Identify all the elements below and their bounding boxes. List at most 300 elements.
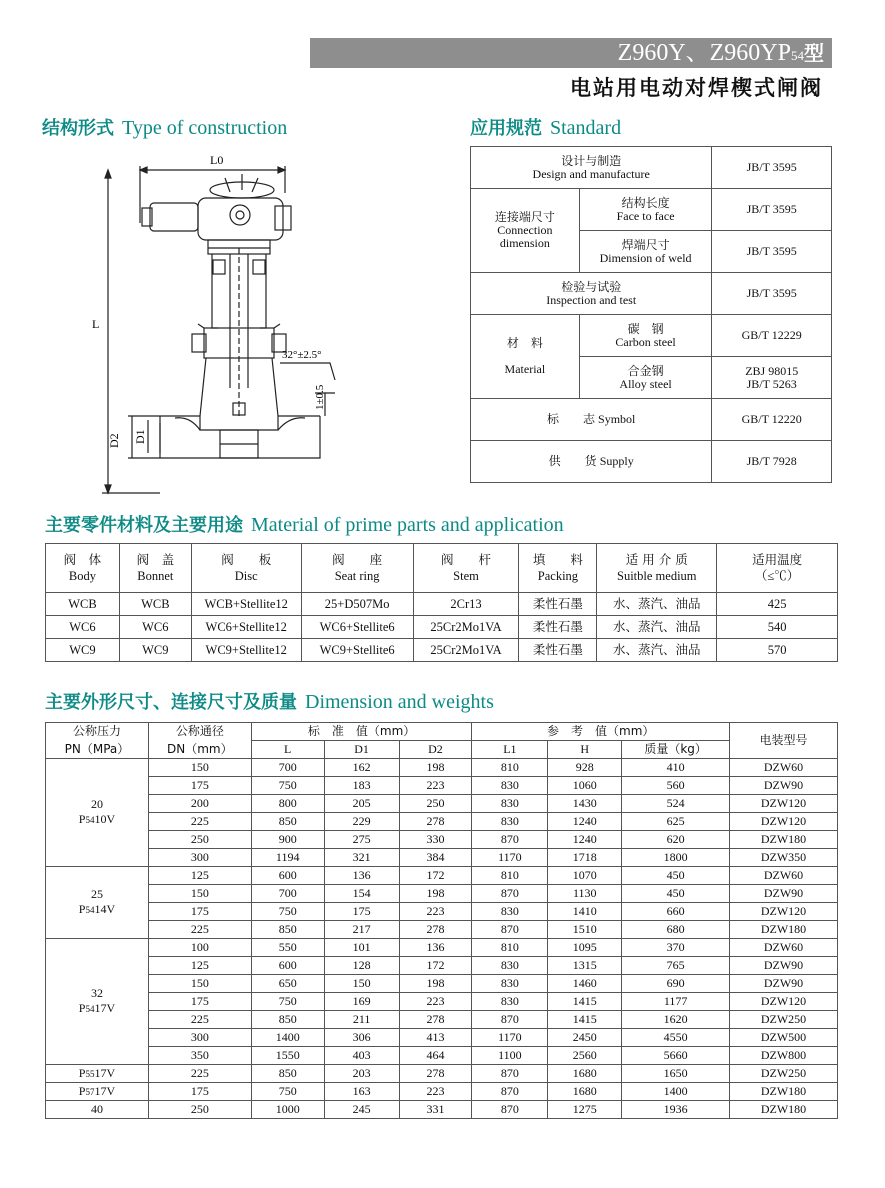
- materials-header-cell: [301, 544, 413, 593]
- dimensions-heading-en: Dimension and weights: [305, 691, 494, 713]
- dimension-cell: DZW180: [730, 831, 838, 849]
- symbol-label-en: Symbol: [598, 412, 636, 426]
- materials-header-cn: 适 用 介 质: [625, 552, 688, 567]
- supply-cell: [471, 441, 712, 483]
- table-row: [46, 1083, 838, 1101]
- dimension-cell: 1240: [548, 831, 622, 849]
- connection-label-en2: dimension: [499, 236, 550, 250]
- ps-subscript: 54: [85, 1004, 95, 1014]
- dimension-cell: 928: [548, 759, 622, 777]
- valve-drawing: [80, 148, 450, 503]
- dimensions-header-row: [46, 723, 838, 741]
- table-row: [46, 759, 838, 777]
- dimension-cell: 750: [251, 777, 324, 795]
- dimension-cell: 690: [622, 975, 730, 993]
- weld-label-cn: 焊端尺寸: [621, 237, 670, 252]
- dimension-cell: 223: [399, 1083, 472, 1101]
- model-name: Z960Y、Z960YP: [617, 40, 791, 66]
- dimension-cell: 306: [324, 1029, 399, 1047]
- construction-heading-en: Type of construction: [122, 117, 288, 139]
- materials-cell: WC6: [119, 616, 191, 639]
- dimension-cell: 403: [324, 1047, 399, 1065]
- dimension-cell: 100: [148, 939, 251, 957]
- ref-value-header: 参 考 值（mm）: [472, 723, 730, 741]
- dimension-cell: 1000: [251, 1101, 324, 1119]
- ps-subscript: 57: [85, 1086, 95, 1097]
- dimension-cell: DZW120: [730, 795, 838, 813]
- dimension-cell: DZW90: [730, 777, 838, 795]
- dimension-cell: 625: [622, 813, 730, 831]
- materials-cell: 25Cr2Mo1VA: [413, 616, 519, 639]
- alloy-label-en: Alloy steel: [619, 376, 672, 391]
- materials-cell: WCB: [46, 593, 120, 616]
- ps-suffix: 14V: [94, 902, 116, 916]
- table-row: [471, 147, 832, 189]
- dimension-cell: 1680: [548, 1083, 622, 1101]
- dim-D1: D1: [133, 429, 147, 444]
- pressure-class-cell: [46, 939, 149, 1065]
- table-row: [46, 593, 838, 616]
- dimension-cell: 1936: [622, 1101, 730, 1119]
- dimension-cell: 101: [324, 939, 399, 957]
- dimension-cell: 1650: [622, 1065, 730, 1083]
- dimension-cell: DZW90: [730, 975, 838, 993]
- dimension-cell: 183: [324, 777, 399, 795]
- dimension-cell: 300: [148, 849, 251, 867]
- dimension-cell: 1177: [622, 993, 730, 1011]
- dimension-cell: 211: [324, 1011, 399, 1029]
- dimension-cell: DZW250: [730, 1065, 838, 1083]
- design-value: JB/T 3595: [712, 147, 832, 189]
- dimension-cell: 1315: [548, 957, 622, 975]
- table-row: [46, 1029, 838, 1047]
- H-header: H: [548, 741, 622, 759]
- dimension-cell: 5660: [622, 1047, 730, 1065]
- dimension-cell: 660: [622, 903, 730, 921]
- actuator-header: 电装型号: [730, 723, 838, 759]
- table-row: [46, 993, 838, 1011]
- dimension-cell: DZW500: [730, 1029, 838, 1047]
- materials-header-en: Bonnet: [137, 569, 174, 583]
- pn-unit-header: PN（MPa）: [46, 741, 149, 759]
- materials-cell: WC9: [46, 639, 120, 662]
- alloy-cell: [579, 357, 712, 399]
- standard-table: [470, 146, 832, 483]
- dimension-cell: 765: [622, 957, 730, 975]
- table-row: [46, 975, 838, 993]
- dimension-cell: 163: [324, 1083, 399, 1101]
- dimension-cell: 870: [472, 1083, 548, 1101]
- materials-cell: WC9+Stellite12: [191, 639, 301, 662]
- ps-subscript: 55: [85, 1068, 95, 1079]
- dimension-cell: 1680: [548, 1065, 622, 1083]
- dimension-cell: 384: [399, 849, 472, 867]
- materials-header-en: Suitble medium: [617, 569, 697, 583]
- materials-cell: 25Cr2Mo1VA: [413, 639, 519, 662]
- materials-header-cn: 阀 体: [63, 552, 102, 567]
- dimension-cell: DZW800: [730, 1047, 838, 1065]
- table-row: [46, 867, 838, 885]
- dimension-cell: 225: [148, 921, 251, 939]
- table-row: [46, 831, 838, 849]
- dimension-cell: 150: [324, 975, 399, 993]
- table-row: [46, 813, 838, 831]
- dimension-cell: 1060: [548, 777, 622, 795]
- dimension-cell: 410: [622, 759, 730, 777]
- dimension-cell: 700: [251, 885, 324, 903]
- std-value-header: 标 准 值（mm）: [251, 723, 472, 741]
- dimension-cell: 172: [399, 957, 472, 975]
- weight-header: 质量（kg）: [622, 741, 730, 759]
- materials-cell: 425: [717, 593, 838, 616]
- dimension-cell: 830: [472, 993, 548, 1011]
- dimension-cell: 223: [399, 903, 472, 921]
- ps-prefix: P: [78, 812, 86, 826]
- pressure-class-cell: [46, 1083, 149, 1101]
- dimension-cell: 620: [622, 831, 730, 849]
- materials-header-en: （≤℃）: [754, 569, 800, 583]
- dimension-cell: DZW180: [730, 1101, 838, 1119]
- dimension-cell: 870: [472, 885, 548, 903]
- materials-table: [45, 543, 838, 662]
- construction-heading: [42, 114, 287, 140]
- materials-cell: 柔性石墨: [519, 639, 597, 662]
- dim-angle: 32°±2.5°: [282, 349, 322, 361]
- dimension-cell: 680: [622, 921, 730, 939]
- ps-prefix: P: [78, 1001, 86, 1015]
- dimension-cell: 205: [324, 795, 399, 813]
- dimension-cell: 1800: [622, 849, 730, 867]
- materials-cell: 水、蒸汽、油品: [597, 593, 717, 616]
- dimension-cell: 1718: [548, 849, 622, 867]
- table-row: [46, 1101, 838, 1119]
- dimension-cell: 1415: [548, 993, 622, 1011]
- ps-suffix: 17V: [94, 1065, 116, 1080]
- dimension-cell: 550: [251, 939, 324, 957]
- dimension-cell: 330: [399, 831, 472, 849]
- ps-prefix: P: [78, 1065, 86, 1080]
- pn-value: 20: [90, 797, 103, 811]
- dimension-cell: 1095: [548, 939, 622, 957]
- dimension-cell: 225: [148, 1011, 251, 1029]
- dimension-cell: 175: [324, 903, 399, 921]
- ps-subscript: 54: [85, 815, 95, 825]
- dimension-cell: 650: [251, 975, 324, 993]
- dimension-cell: 1100: [472, 1047, 548, 1065]
- dimension-cell: DZW90: [730, 885, 838, 903]
- symbol-label-cn: 标 志: [547, 412, 596, 426]
- construction-heading-cn: 结构形式: [42, 118, 114, 139]
- carbon-label-en: Carbon steel: [615, 334, 676, 349]
- ps-subscript: 54: [85, 905, 95, 915]
- pn-value: 25: [90, 887, 103, 901]
- dimension-cell: 850: [251, 1065, 324, 1083]
- inspection-value: JB/T 3595: [712, 273, 832, 315]
- dimension-cell: 560: [622, 777, 730, 795]
- design-label-en: Design and manufacture: [532, 166, 650, 181]
- materials-header-cell: [46, 544, 120, 593]
- materials-cell: 570: [717, 639, 838, 662]
- dimension-cell: 1400: [251, 1029, 324, 1047]
- table-row: [46, 616, 838, 639]
- materials-header-cn: 阀 座: [332, 552, 383, 567]
- materials-header-cn: 阀 盖: [136, 552, 175, 567]
- dimension-cell: DZW120: [730, 813, 838, 831]
- dimension-cell: 150: [148, 975, 251, 993]
- dimension-cell: 331: [399, 1101, 472, 1119]
- dimension-cell: 830: [472, 975, 548, 993]
- materials-header-row: [46, 544, 838, 593]
- table-row: [46, 777, 838, 795]
- dim-L0: L0: [210, 153, 224, 167]
- L-header: L: [251, 741, 324, 759]
- design-cell: [471, 147, 712, 189]
- page-title: 电站用电动对焊楔式闸阀: [570, 76, 823, 100]
- dimension-cell: 750: [251, 1083, 324, 1101]
- materials-cell: 柔性石墨: [519, 616, 597, 639]
- dimension-cell: 198: [399, 759, 472, 777]
- dimension-cell: 321: [324, 849, 399, 867]
- dimension-cell: 125: [148, 867, 251, 885]
- ps-suffix: 17V: [94, 1083, 116, 1098]
- materials-cell: WC9+Stellite6: [301, 639, 413, 662]
- table-row: [46, 939, 838, 957]
- dimension-cell: 154: [324, 885, 399, 903]
- dimension-cell: 870: [472, 1065, 548, 1083]
- materials-cell: 柔性石墨: [519, 593, 597, 616]
- weld-cell: [579, 231, 712, 273]
- materials-cell: 25+D507Mo: [301, 593, 413, 616]
- supply-label-cn: 供 货: [548, 454, 597, 468]
- table-row: [46, 957, 838, 975]
- materials-cell: WC6: [46, 616, 120, 639]
- materials-header-cell: [597, 544, 717, 593]
- table-row: [46, 795, 838, 813]
- dim-D2: D2: [107, 433, 121, 448]
- dimension-cell: 900: [251, 831, 324, 849]
- dimension-cell: 223: [399, 777, 472, 795]
- dimension-cell: 1550: [251, 1047, 324, 1065]
- dimension-cell: 250: [148, 1101, 251, 1119]
- table-row: [46, 1047, 838, 1065]
- materials-header-en: Seat ring: [334, 569, 380, 583]
- carbon-cell: [579, 315, 712, 357]
- symbol-cell: [471, 399, 712, 441]
- table-row: [46, 1011, 838, 1029]
- materials-header-cell: [413, 544, 519, 593]
- weld-label-en: Dimension of weld: [599, 250, 692, 265]
- material-label-cn: 材 料: [506, 336, 543, 350]
- table-row: [46, 921, 838, 939]
- materials-header-cn: 适用温度: [752, 552, 803, 567]
- pressure-class-cell: [46, 759, 149, 867]
- dimensions-heading: [45, 688, 494, 714]
- dimension-cell: 217: [324, 921, 399, 939]
- dimension-cell: 600: [251, 867, 324, 885]
- dimension-cell: 200: [148, 795, 251, 813]
- model-suffix: 型: [804, 41, 824, 65]
- dimension-cell: 1410: [548, 903, 622, 921]
- dimension-cell: 245: [324, 1101, 399, 1119]
- table-row: [46, 903, 838, 921]
- weld-value: JB/T 3595: [712, 231, 832, 273]
- f2f-label-en: Face to face: [616, 208, 675, 223]
- dimension-cell: 300: [148, 1029, 251, 1047]
- f2f-cell: [579, 189, 712, 231]
- dimension-cell: 225: [148, 813, 251, 831]
- dimension-cell: 175: [148, 903, 251, 921]
- dimension-cell: 278: [399, 921, 472, 939]
- dimension-cell: 450: [622, 867, 730, 885]
- dimension-cell: 2560: [548, 1047, 622, 1065]
- pressure-class-cell: [46, 867, 149, 939]
- dimension-cell: 413: [399, 1029, 472, 1047]
- model-banner: [310, 38, 832, 68]
- table-row: [471, 315, 832, 357]
- dimension-cell: DZW60: [730, 759, 838, 777]
- dimension-cell: 1170: [472, 1029, 548, 1047]
- dimension-cell: 450: [622, 885, 730, 903]
- connection-label-cn: 连接端尺寸: [494, 210, 555, 224]
- dimension-cell: 136: [399, 939, 472, 957]
- D2-header: D2: [399, 741, 472, 759]
- table-row: [471, 189, 832, 231]
- dimension-cell: 800: [251, 795, 324, 813]
- dn-header: 公称通径: [148, 723, 251, 741]
- materials-header-en: Packing: [537, 569, 579, 583]
- inspection-label-en: Inspection and test: [546, 292, 637, 307]
- dimension-cell: DZW120: [730, 993, 838, 1011]
- dimension-cell: 278: [399, 1011, 472, 1029]
- materials-header-en: Disc: [234, 569, 258, 583]
- symbol-value: GB/T 12220: [712, 399, 832, 441]
- dimension-cell: 229: [324, 813, 399, 831]
- alloy-label-cn: 合金钢: [627, 363, 664, 378]
- materials-header-cell: [519, 544, 597, 593]
- dimension-cell: 350: [148, 1047, 251, 1065]
- f2f-value: JB/T 3595: [712, 189, 832, 231]
- dimension-cell: 870: [472, 1101, 548, 1119]
- dn-unit-header: DN（mm）: [148, 741, 251, 759]
- dimension-cell: DZW120: [730, 903, 838, 921]
- alloy-value-2: JB/T 5263: [746, 376, 797, 391]
- dimension-cell: 172: [399, 867, 472, 885]
- D1-header: D1: [324, 741, 399, 759]
- dimension-cell: 1400: [622, 1083, 730, 1101]
- dimension-cell: 1460: [548, 975, 622, 993]
- dimension-cell: 169: [324, 993, 399, 1011]
- dimension-cell: 810: [472, 759, 548, 777]
- dimension-cell: 700: [251, 759, 324, 777]
- pn-value: 32: [90, 986, 103, 1000]
- design-label-cn: 设计与制造: [561, 153, 622, 168]
- standard-heading-en: Standard: [550, 117, 622, 139]
- dimension-cell: 250: [399, 795, 472, 813]
- dim-tolerance: 1±0.5: [314, 384, 326, 410]
- ps-suffix: 17V: [94, 1001, 116, 1015]
- alloy-value-1: ZBJ 98015: [745, 363, 799, 378]
- dimension-cell: 830: [472, 813, 548, 831]
- materials-heading: [45, 511, 564, 537]
- dimension-cell: 524: [622, 795, 730, 813]
- dimensions-table: [45, 722, 838, 1119]
- materials-cell: 水、蒸汽、油品: [597, 639, 717, 662]
- dimension-cell: 203: [324, 1065, 399, 1083]
- materials-header-cn: 阀 板: [221, 552, 272, 567]
- dimensions-heading-cn: 主要外形尺寸、连接尺寸及质量: [45, 692, 297, 713]
- dimension-cell: 1130: [548, 885, 622, 903]
- dimension-cell: 600: [251, 957, 324, 975]
- dimension-cell: 128: [324, 957, 399, 975]
- f2f-label-cn: 结构长度: [621, 195, 670, 210]
- ps-suffix: 10V: [94, 812, 116, 826]
- material-cell: [471, 315, 580, 399]
- materials-cell: WCB+Stellite12: [191, 593, 301, 616]
- dimension-cell: 1240: [548, 813, 622, 831]
- dimension-cell: 150: [148, 759, 251, 777]
- dim-L: L: [92, 317, 100, 331]
- dimension-cell: 175: [148, 777, 251, 795]
- carbon-value: GB/T 12229: [712, 315, 832, 357]
- dimension-cell: 275: [324, 831, 399, 849]
- L1-header: L1: [472, 741, 548, 759]
- dimension-cell: 125: [148, 957, 251, 975]
- dimension-cell: 4550: [622, 1029, 730, 1047]
- dimensions-subheader-row: [46, 741, 838, 759]
- materials-cell: 540: [717, 616, 838, 639]
- inspection-cell: [471, 273, 712, 315]
- dimension-cell: 1430: [548, 795, 622, 813]
- table-row: [471, 273, 832, 315]
- materials-cell: WCB: [119, 593, 191, 616]
- pressure-class-cell: [46, 1101, 149, 1119]
- dimension-cell: 175: [148, 1083, 251, 1101]
- table-row: [46, 849, 838, 867]
- materials-header-cn: 填 料: [532, 552, 583, 567]
- materials-cell: WC6+Stellite6: [301, 616, 413, 639]
- dimension-cell: 1275: [548, 1101, 622, 1119]
- ps-prefix: P: [78, 902, 86, 916]
- dimension-cell: 150: [148, 885, 251, 903]
- dimension-cell: DZW60: [730, 939, 838, 957]
- dimension-cell: 750: [251, 903, 324, 921]
- materials-cell: WC9: [119, 639, 191, 662]
- dimension-cell: 370: [622, 939, 730, 957]
- inspection-label-cn: 检验与试验: [561, 279, 622, 294]
- supply-label-en: Supply: [599, 454, 634, 468]
- table-row: [46, 1065, 838, 1083]
- dimension-cell: DZW180: [730, 1083, 838, 1101]
- dimension-cell: 136: [324, 867, 399, 885]
- pn-value: 40: [90, 1102, 103, 1116]
- dimension-cell: DZW60: [730, 867, 838, 885]
- dimension-cell: 810: [472, 867, 548, 885]
- dimension-cell: DZW90: [730, 957, 838, 975]
- model-subscript: 54: [791, 48, 804, 63]
- dimension-cell: 850: [251, 1011, 324, 1029]
- dimension-cell: DZW350: [730, 849, 838, 867]
- dimension-cell: 850: [251, 921, 324, 939]
- dimension-cell: 1620: [622, 1011, 730, 1029]
- dimension-cell: 870: [472, 921, 548, 939]
- dimension-cell: 162: [324, 759, 399, 777]
- dimension-cell: 1415: [548, 1011, 622, 1029]
- materials-header-cell: [717, 544, 838, 593]
- table-row: [471, 399, 832, 441]
- dimension-cell: DZW180: [730, 921, 838, 939]
- materials-header-en: Stem: [453, 569, 479, 583]
- dimension-cell: 1194: [251, 849, 324, 867]
